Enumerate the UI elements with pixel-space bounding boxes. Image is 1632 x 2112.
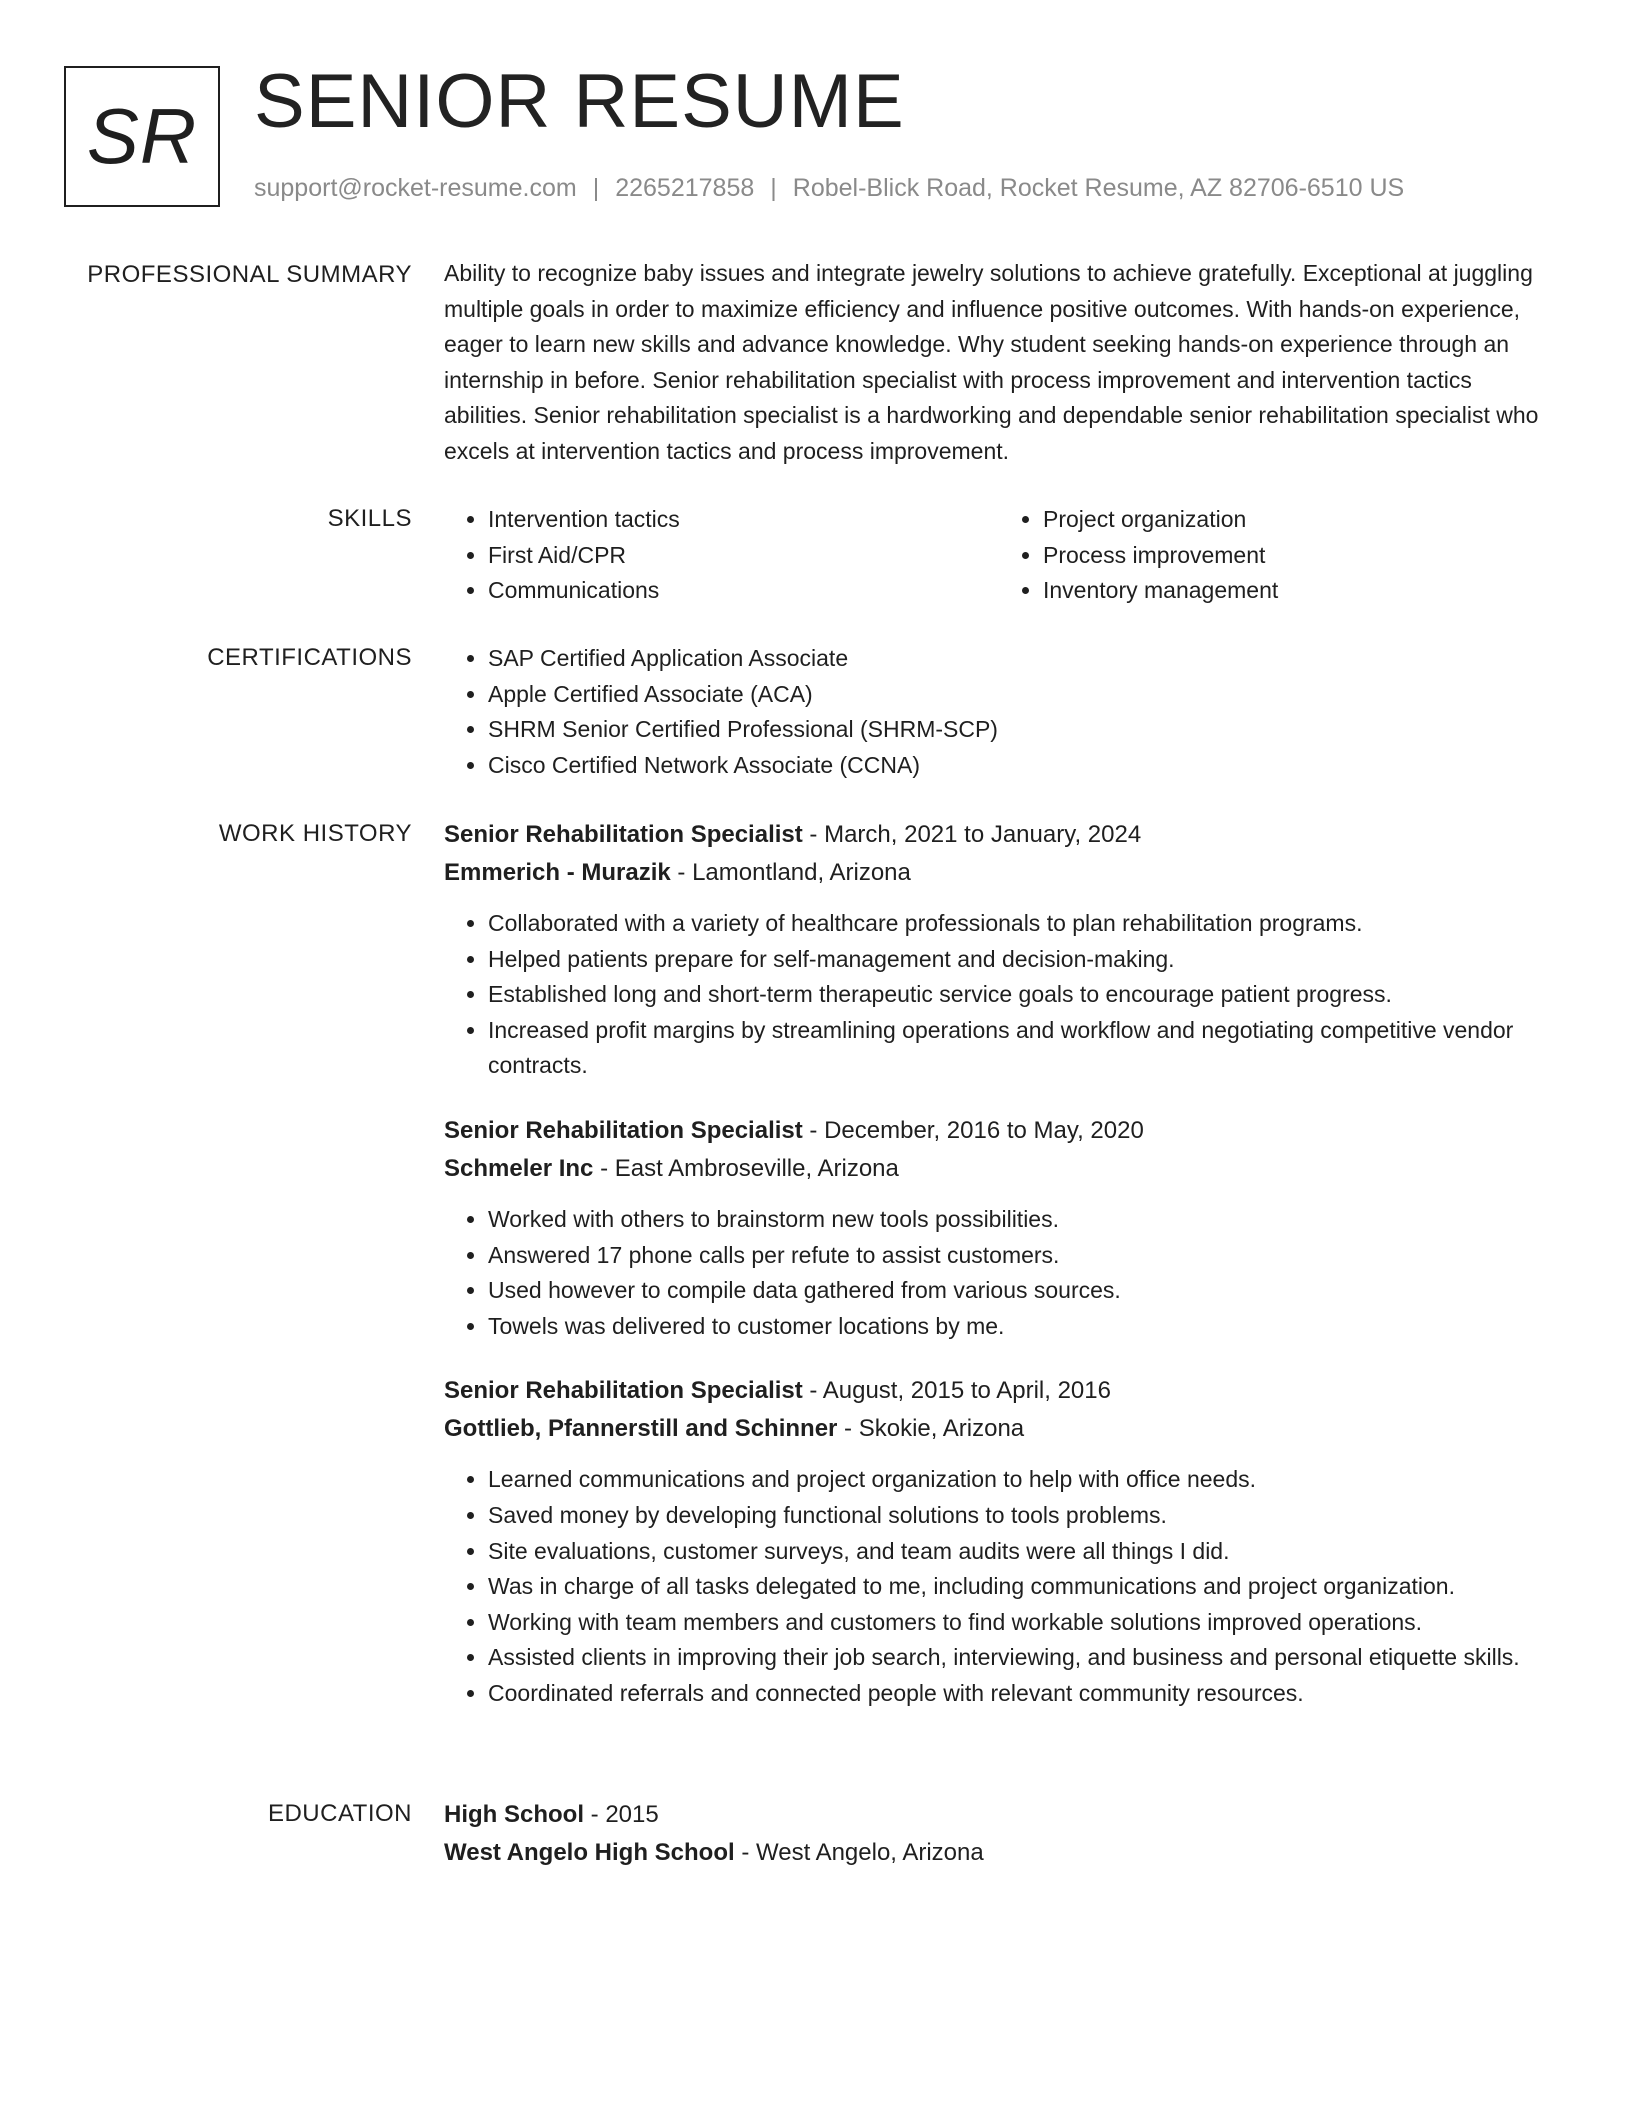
job-bullets bbox=[444, 1462, 1554, 1711]
contact-address: Robel-Blick Road, Rocket Resume, AZ 82706-6510 US bbox=[792, 174, 1405, 202]
summary-text: Ability to recognize baby issues and integrate jewelry solutions to achieve gratefully. Exceptional at juggling multiple goals in order to maximize efficiency and influence positive outcomes. With hands-on experience, eager to learn new skills and advance knowledge. Why student seeking hands-on experience through an internship in before. Senior rehabilitation specialist with process improvement and intervention tactics abilities. Senior rehabilitation specialist is a hardworking and dependable senior rehabilitation specialist who excels at intervention tactics and process improvement. bbox=[444, 260, 1539, 464]
job-company: Emmerich - Murazik bbox=[444, 859, 671, 886]
job-bullet: • Was in charge of all tasks delegated to me, including communications and project organization. bbox=[488, 1569, 1554, 1605]
skill-item: • Intervention tactics bbox=[488, 502, 999, 538]
job-bullets bbox=[444, 1202, 1554, 1344]
summary-body bbox=[444, 256, 1554, 470]
job-entry bbox=[444, 1372, 1554, 1711]
education-body bbox=[444, 1796, 1554, 1872]
job-dates: - December, 2016 to May, 2020 bbox=[802, 1116, 1144, 1144]
contact-email: support@rocket-resume.com bbox=[254, 174, 577, 202]
job-bullet: • Collaborated with a variety of healthcare professionals to plan rehabilitation programs. bbox=[488, 906, 1554, 942]
contact-line bbox=[254, 174, 1404, 203]
certification-item: • Apple Certified Associate (ACA) bbox=[488, 677, 1554, 713]
job-company: Gottlieb, Pfannerstill and Schinner bbox=[444, 1415, 838, 1443]
job-title-line bbox=[444, 816, 1554, 854]
job-title-line bbox=[444, 1112, 1554, 1150]
work-history-body bbox=[444, 816, 1554, 1712]
job-bullet: • Site evaluations, customer surveys, and team audits were all things I did. bbox=[488, 1534, 1554, 1570]
job-bullet: • Used however to compile data gathered from various sources. bbox=[488, 1273, 1554, 1309]
certification-item: • SAP Certified Application Associate bbox=[488, 641, 1554, 677]
education-school: West Angelo High School bbox=[444, 1839, 735, 1866]
certification-item: • Cisco Certified Network Associate (CCNA) bbox=[488, 748, 1554, 784]
certifications-list bbox=[444, 641, 1554, 783]
section-title-skills: SKILLS bbox=[327, 505, 412, 532]
job-role: Senior Rehabilitation Specialist bbox=[444, 1377, 803, 1405]
job-location: - Skokie, Arizona bbox=[837, 1415, 1025, 1443]
candidate-name: SENIOR RESUME bbox=[254, 59, 905, 144]
job-bullet: • Increased profit margins by streamlining operations and workflow and negotiating competitive vendor contracts. bbox=[488, 1013, 1554, 1084]
job-role: Senior Rehabilitation Specialist bbox=[444, 821, 803, 848]
job-role: Senior Rehabilitation Specialist bbox=[444, 1116, 803, 1144]
job-bullet: • Established long and short-term therapeutic service goals to encourage patient progress. bbox=[488, 977, 1554, 1013]
job-bullets bbox=[444, 906, 1554, 1084]
job-dates: - March, 2021 to January, 2024 bbox=[802, 821, 1142, 848]
certifications-body bbox=[444, 641, 1554, 783]
skill-item: • Communications bbox=[488, 573, 999, 609]
monogram-badge: SR bbox=[64, 66, 220, 207]
job-entry bbox=[444, 816, 1554, 1084]
job-location: - East Ambroseville, Arizona bbox=[593, 1154, 899, 1182]
education-year: - 2015 bbox=[584, 1801, 659, 1828]
contact-separator: | bbox=[592, 174, 600, 202]
skills-list-right bbox=[999, 502, 1554, 609]
section-title-work-history: WORK HISTORY bbox=[218, 820, 412, 847]
education-location: - West Angelo, Arizona bbox=[734, 1839, 984, 1866]
section-title-certifications: CERTIFICATIONS bbox=[207, 644, 412, 671]
skill-item: • Process improvement bbox=[1043, 538, 1554, 574]
job-bullet: • Coordinated referrals and connected people with relevant community resources. bbox=[488, 1676, 1554, 1712]
job-bullet: • Towels was delivered to customer locations by me. bbox=[488, 1309, 1554, 1345]
education-degree: High School bbox=[444, 1801, 584, 1828]
contact-separator: | bbox=[770, 174, 777, 202]
job-location: - Lamontland, Arizona bbox=[670, 859, 911, 886]
skills-grid bbox=[444, 502, 1554, 609]
job-company-line bbox=[444, 1150, 1554, 1188]
resume-header bbox=[64, 59, 1564, 211]
job-dates: - August, 2015 to April, 2016 bbox=[802, 1377, 1111, 1405]
section-title-education: EDUCATION bbox=[267, 1800, 412, 1827]
education-degree-line bbox=[444, 1796, 1554, 1834]
job-entry bbox=[444, 1112, 1554, 1344]
job-company-line bbox=[444, 854, 1554, 892]
skill-item: • Inventory management bbox=[1043, 573, 1554, 609]
job-bullet: • Learned communications and project organization to help with office needs. bbox=[488, 1462, 1554, 1498]
job-company: Schmeler Inc bbox=[444, 1154, 594, 1182]
skills-list-left bbox=[444, 502, 999, 609]
skill-item: • First Aid/CPR bbox=[488, 538, 999, 574]
job-bullet: • Saved money by developing functional solutions to tools problems. bbox=[488, 1498, 1554, 1534]
certification-item: • SHRM Senior Certified Professional (SHRM-SCP) bbox=[488, 712, 1554, 748]
job-title-line bbox=[444, 1372, 1554, 1410]
job-bullet: • Answered 17 phone calls per refute to assist customers. bbox=[488, 1238, 1554, 1274]
job-bullet: • Worked with others to brainstorm new tools possibilities. bbox=[488, 1202, 1554, 1238]
skill-item: • Project organization bbox=[1043, 502, 1554, 538]
section-title-summary: PROFESSIONAL SUMMARY bbox=[87, 261, 412, 288]
job-bullet: • Helped patients prepare for self-management and decision-making. bbox=[488, 942, 1554, 978]
contact-phone: 2265217858 bbox=[615, 174, 755, 202]
education-school-line bbox=[444, 1834, 1554, 1872]
job-bullet: • Working with team members and customers to find workable solutions improved operations. bbox=[488, 1605, 1554, 1641]
job-bullet: • Assisted clients in improving their job search, interviewing, and business and personal etiquette skills. bbox=[488, 1640, 1554, 1676]
job-company-line bbox=[444, 1410, 1554, 1448]
